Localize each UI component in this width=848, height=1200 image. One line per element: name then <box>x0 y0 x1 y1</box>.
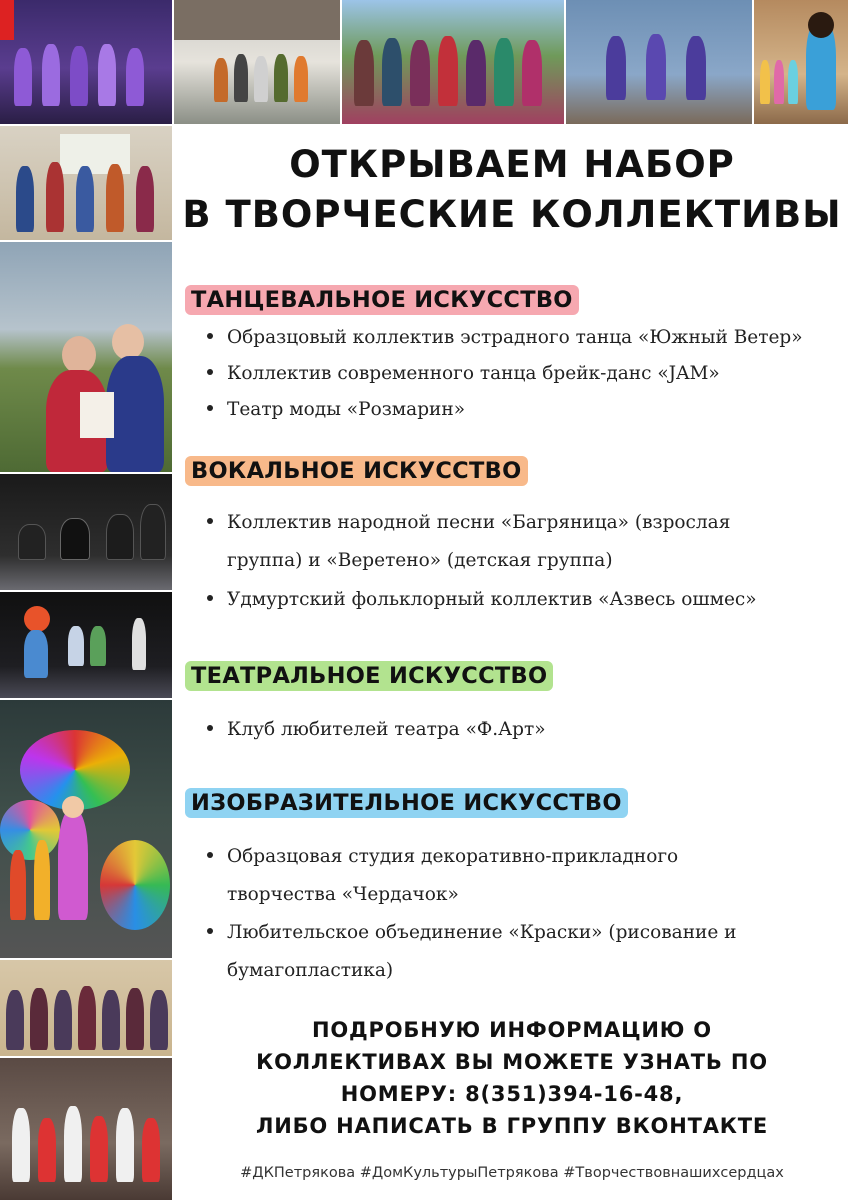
bullet-icon <box>207 518 213 524</box>
list-item: Образцовая студия декоративно-прикладного <box>207 838 678 876</box>
list-item-continuation: творчества «Чердачок» <box>227 884 459 905</box>
list-item: Любительское объединение «Краски» (рисование и <box>207 914 737 952</box>
contact-line-4: ЛИБО НАПИСАТЬ В ГРУППУ ВКОНТАКТЕ <box>255 1114 768 1138</box>
list-item: Образцовый коллектив эстрадного танца «Южный Ветер» <box>207 319 803 357</box>
photo-dancers-blue-curtain <box>566 0 752 124</box>
bullet-icon <box>207 369 213 375</box>
contact-line-1: ПОДРОБНУЮ ИНФОРМАЦИЮ О <box>312 1018 712 1042</box>
list-item: Коллектив современного танца брейк-данс «JAM» <box>207 355 720 393</box>
contact-line-2: КОЛЛЕКТИВАХ ВЫ МОЖЕТЕ УЗНАТЬ ПО <box>256 1050 768 1074</box>
bullet-icon <box>207 928 213 934</box>
photo-dance-stage-purple <box>0 0 172 124</box>
list-item: Театр моды «Розмарин» <box>207 391 465 429</box>
list-item-continuation: группа) и «Веретено» (детская группа) <box>227 550 613 571</box>
page-title-line2: В ТВОРЧЕСКИЕ КОЛЛЕКТИВЫ <box>182 193 842 236</box>
photo-theatre-clown <box>0 592 172 698</box>
photo-dancers-colorful-silk <box>0 700 172 958</box>
bullet-icon <box>207 405 213 411</box>
list-item: Удмуртский фольклорный коллектив «Азвесь ошмес» <box>207 581 757 619</box>
page-title-line1: ОТКРЫВАЕМ НАБОР <box>289 143 735 186</box>
hashtags: #ДКПетрякова #ДомКультурыПетрякова #Творчествовнашихсердцах <box>240 1165 784 1181</box>
photo-kids-mascot <box>754 0 848 124</box>
photo-children-costumes <box>0 126 172 240</box>
photo-girls-folk-costumes <box>0 960 172 1056</box>
photo-breakdance <box>0 474 172 590</box>
list-item-continuation: бумагопластика) <box>227 960 394 981</box>
photo-women-award <box>0 242 172 472</box>
photo-folk-singers-outdoor <box>342 0 564 124</box>
contact-phone-line: НОМЕРУ: 8(351)394-16-48, <box>340 1082 684 1106</box>
bullet-icon <box>207 852 213 858</box>
bullet-icon <box>207 725 213 731</box>
bullet-icon <box>207 595 213 601</box>
section-theatre-heading: ТЕАТРАЛЬНОЕ ИСКУССТВО <box>185 661 553 691</box>
section-visual-heading: ИЗОБРАЗИТЕЛЬНОЕ ИСКУССТВО <box>185 788 628 818</box>
section-dance-heading: ТАНЦЕВАЛЬНОЕ ИСКУССТВО <box>185 285 579 315</box>
section-vocal-heading: ВОКАЛЬНОЕ ИСКУССТВО <box>185 456 528 486</box>
bullet-icon <box>207 333 213 339</box>
list-item: Клуб любителей театра «Ф.Арт» <box>207 711 546 749</box>
photo-group-red-white <box>0 1058 172 1200</box>
list-item: Коллектив народной песни «Багряница» (взрослая <box>207 504 730 542</box>
photo-group-building <box>174 0 340 124</box>
